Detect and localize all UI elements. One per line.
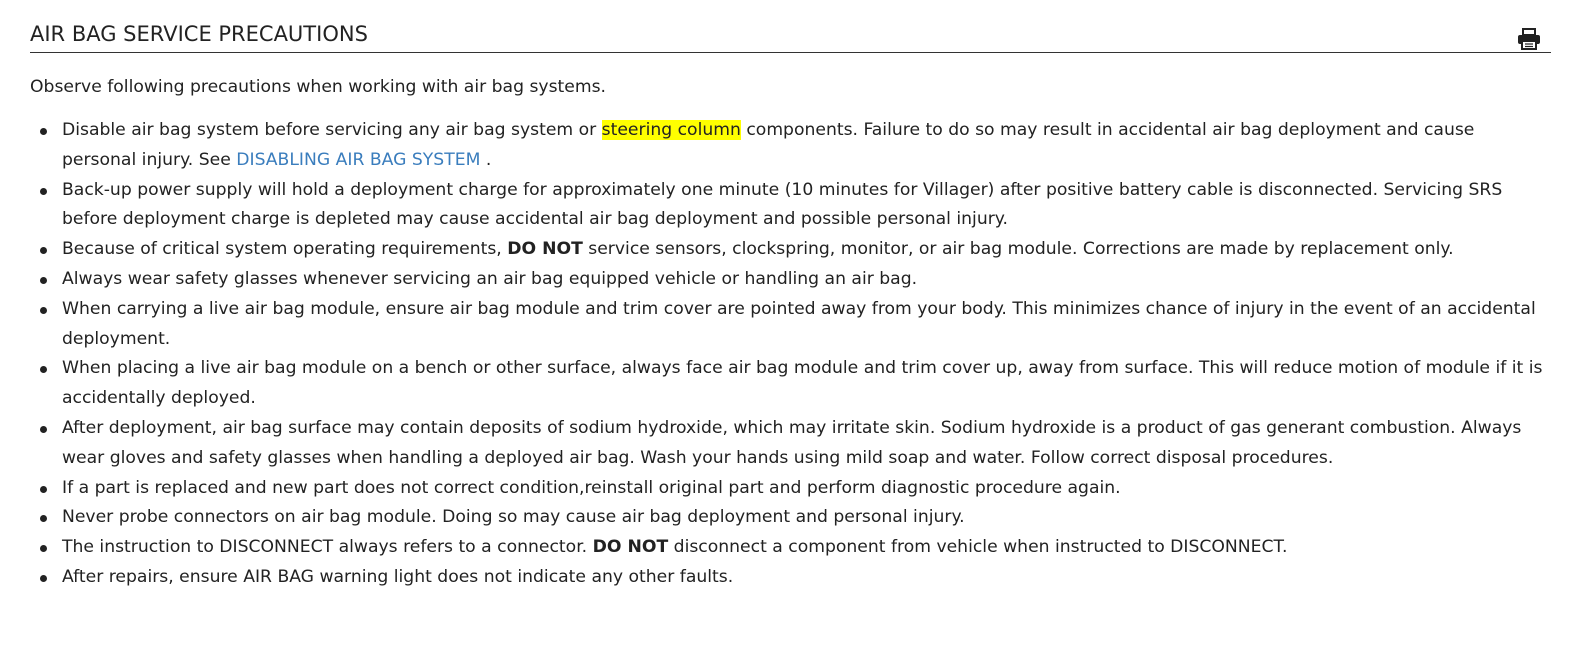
printer-icon[interactable] [1517, 28, 1541, 50]
item-text: service sensors, clockspring, monitor, or air bag module. Corrections are made by replacement only. [582, 239, 1454, 260]
list-item [62, 116, 1551, 176]
emphasis-text: DO NOT [592, 537, 669, 558]
emphasis-text: DO NOT [507, 239, 583, 260]
item-text: The instruction to DISCONNECT always refers to a connector. [62, 537, 593, 558]
list-item: Always wear safety glasses whenever servicing an air bag equipped vehicle or handling an air bag. [62, 265, 1551, 295]
list-item: When placing a live air bag module on a bench or other surface, always face air bag module and trim cover up, away from surface. This will reduce motion of module if it is accidentally deployed. [62, 354, 1551, 414]
list-item: Back-up power supply will hold a deployment charge for approximately one minute (10 minutes for Villager) after positive battery cable is disconnected. Servicing SRS before deployment charge is depleted may cause accidental air bag deployment and possible personal injury. [62, 176, 1551, 236]
disabling-air-bag-system-link[interactable]: DISABLING AIR BAG SYSTEM [236, 149, 481, 170]
list-item: After deployment, air bag surface may contain deposits of sodium hydroxide, which may irritate skin. Sodium hydroxide is a product of gas generant combustion. Always wear gloves and safety glasses when handling a deployed air bag. Wash your hands using mild soap and water. Follow correct disposal procedures. [62, 414, 1551, 474]
item-text: Because of critical system operating requirements, [62, 239, 508, 260]
intro-text: Observe following precautions when working with air bag systems. [30, 77, 607, 97]
highlighted-term: steering column [601, 120, 741, 140]
page-title: AIR BAG SERVICE PRECAUTIONS [30, 22, 368, 46]
list-item: When carrying a live air bag module, ensure air bag module and trim cover are pointed away from your body. This minimizes chance of injury in the event of an accidental deployment. [62, 295, 1551, 355]
list-item: Never probe connectors on air bag module. Doing so may cause air bag deployment and personal injury. [62, 503, 1551, 533]
list-item [62, 235, 1551, 265]
section-header [30, 18, 1551, 53]
item-text: disconnect a component from vehicle when instructed to DISCONNECT. [668, 537, 1288, 558]
list-item: After repairs, ensure AIR BAG warning light does not indicate any other faults. [62, 563, 1551, 593]
list-item [62, 533, 1551, 563]
item-text: . [480, 149, 492, 170]
list-item: If a part is replaced and new part does not correct condition,reinstall original part and perform diagnostic procedure again. [62, 474, 1551, 504]
item-text: components. Failure to do so may result in accidental air bag deployment and cause personal injury. See [62, 120, 1475, 170]
item-text: Disable air bag system before servicing any air bag system or [62, 120, 602, 140]
precautions-list [30, 116, 1551, 593]
